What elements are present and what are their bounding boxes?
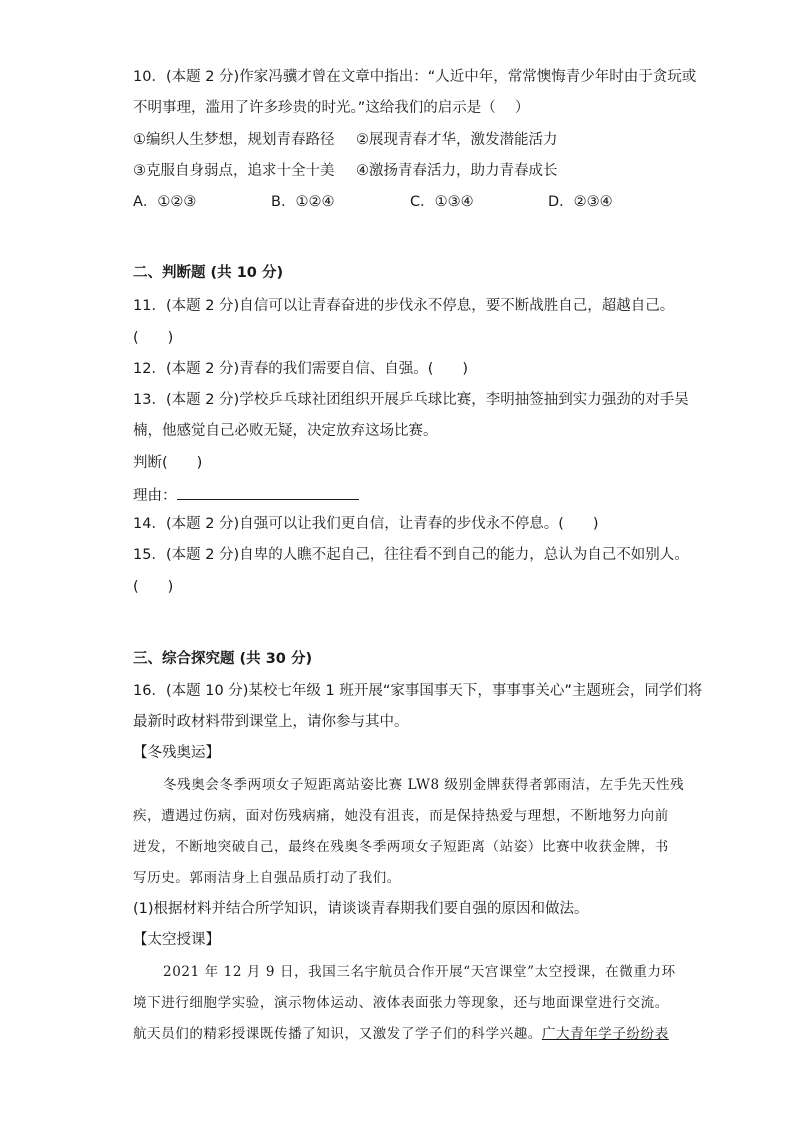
- q10-item-3: ③克服自身弱点，追求十全十美: [133, 163, 335, 179]
- q13-judge: 判断( ): [133, 455, 203, 471]
- q10-option-b: B．①②④: [271, 194, 335, 210]
- q10-option-c: C．①③④: [410, 194, 474, 210]
- q10-option-a: A．①②③: [133, 194, 197, 210]
- section-2-title: 二、判断题 (共 10 分): [133, 265, 284, 281]
- q13-line-1: 13．(本题 2 分)学校乒乓球社团组织开展乒乓球比赛，李明抽签抽到实力强劲的对手吴: [133, 392, 689, 408]
- q11-line-1: 11．(本题 2 分)自信可以让青春奋进的步伐永不停息，要不断战胜自己，超越自己。: [133, 298, 675, 314]
- q13-reason-answer-line: [177, 485, 359, 500]
- material-tag-space-class: 【太空授课】: [133, 932, 220, 948]
- q15-line-1: 15．(本题 2 分)自卑的人瞧不起自己，往往看不到自己的能力，总认为自己不如别人。: [133, 547, 689, 563]
- material-1-line-1: 冬残奥会冬季两项女子短距离站姿比赛 LW8 级别金牌获得者郭雨洁，左手先天性残: [163, 777, 685, 793]
- q16-sub-question-1: (1)根据材料并结合所学知识，请谈谈青春期我们要自强的原因和做法。: [133, 901, 589, 917]
- material-2-line-1: 2021 年 12 月 9 日，我国三名宇航员合作开展“天宫课堂”太空授课，在微重力环: [163, 964, 676, 980]
- q10-option-d: D．②③④: [548, 194, 613, 210]
- q10-item-2: ②展现青春才华，激发潜能活力: [356, 132, 558, 148]
- q15-answer-blank: ( ): [133, 579, 174, 595]
- q10-item-4: ④激扬青春活力，助力青春成长: [356, 163, 558, 179]
- material-2-line-3-text: 航天员们的精彩授课既传播了知识，又激发了学子们的科学兴趣。: [133, 1026, 542, 1042]
- q10-item-1: ①编织人生梦想，规划青春路径: [133, 132, 335, 148]
- material-2-line-2: 境下进行细胞学实验，演示物体运动、液体表面张力等现象，还与地面课堂进行交流。: [133, 995, 669, 1011]
- material-1-line-3: 迸发，不断地突破自己，最终在残奥冬季两项女子短距离（站姿）比赛中收获金牌，书: [133, 839, 669, 855]
- q10-stem-line-1: 10．(本题 2 分)作家冯骥才曾在文章中指出：“人近中年，常常懊悔青少年时由于贪玩或: [133, 69, 697, 85]
- material-tag-paralympics: 【冬残奥运】: [133, 745, 220, 761]
- q14: 14．(本题 2 分)自强可以让我们更自信，让青春的步伐永不停息。( ): [133, 516, 599, 532]
- material-1-line-2: 疾，遭遇过伤病，面对伤残病痛，她没有沮丧，而是保持热爱与理想，不断地努力向前: [133, 808, 669, 824]
- q11-answer-blank: ( ): [133, 330, 174, 346]
- material-1-line-4: 写历史。郭雨洁身上自强品质打动了我们。: [133, 870, 401, 886]
- material-2-underlined-text: 广大青年学子纷纷表: [541, 1026, 669, 1042]
- q16-line-1: 16．(本题 10 分)某校七年级 1 班开展“家事国事天下，事事事关心”主题班会，同学们将: [133, 683, 703, 699]
- q13-line-2: 楠，他感觉自己必败无疑，决定放弃这场比赛。: [133, 423, 438, 439]
- material-2-line-3: [133, 1025, 669, 1043]
- q13-reason-label: 理由：: [133, 488, 177, 504]
- q16-line-2: 最新时政材料带到课堂上，请你参与其中。: [133, 714, 409, 730]
- q12: 12．(本题 2 分)青春的我们需要自信、自强。( ): [133, 361, 469, 377]
- section-3-title: 三、综合探究题 (共 30 分): [133, 651, 313, 667]
- q10-stem-line-2: 不明事理，滥用了许多珍贵的时光。”这给我们的启示是（ ）: [133, 100, 530, 116]
- q13-reason: [133, 485, 359, 505]
